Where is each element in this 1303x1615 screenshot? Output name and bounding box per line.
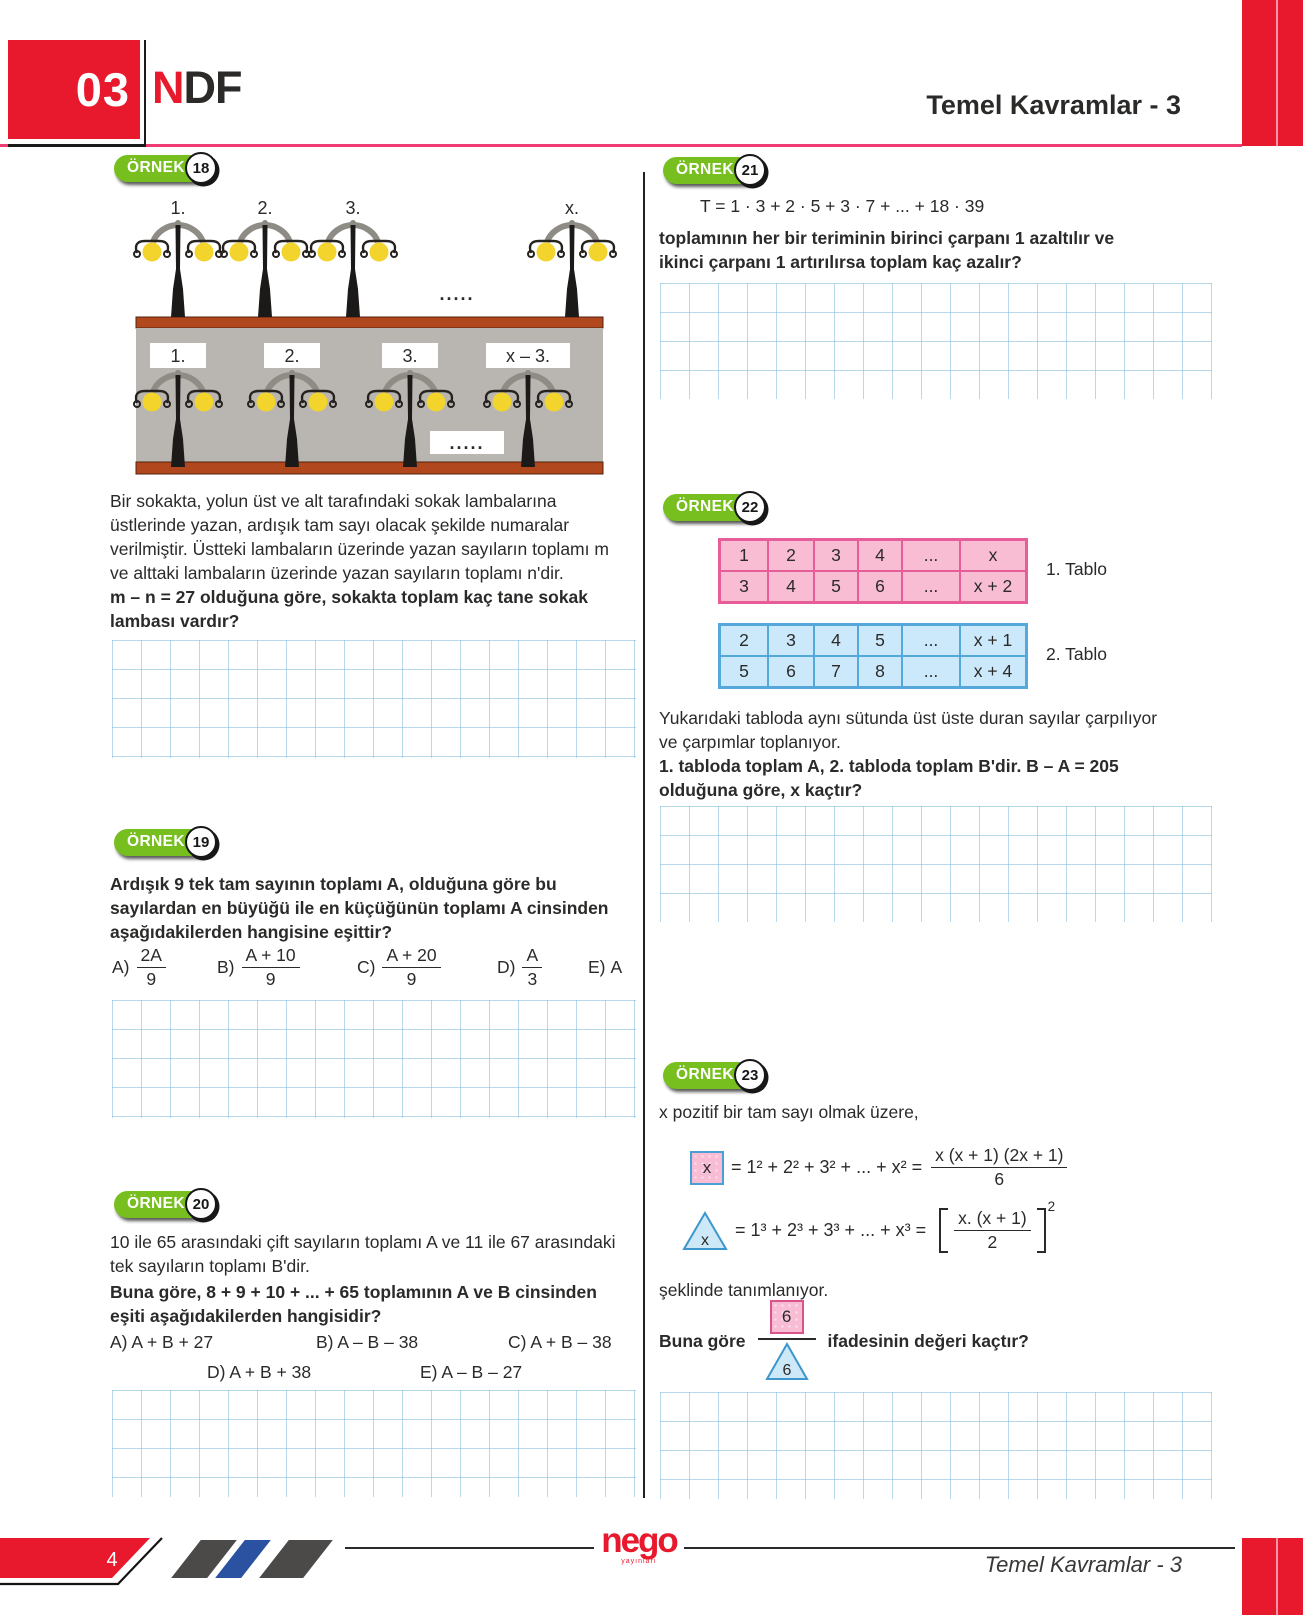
ornek-22-question: 1. tabloda toplam A, 2. tabloda toplam B'dir. B – A = 205 olduğuna göre, x kaçtır? — [659, 756, 1119, 800]
top-right-red-bar — [1242, 0, 1303, 146]
ornek-badge-label: ÖRNEK — [114, 829, 211, 856]
triangle-symbol — [682, 1210, 728, 1252]
table-2 — [718, 623, 1028, 689]
formula-text: = 1³ + 2³ + 3³ + ... + x³ = — [735, 1220, 927, 1240]
ornek-badge-label: ÖRNEK — [663, 157, 760, 184]
ornek-badge-label: ÖRNEK — [114, 155, 211, 182]
ornek-badge-number: 23 — [734, 1059, 766, 1091]
lamp-icon — [528, 220, 616, 317]
ornek-20-statement: 10 ile 65 arasındaki çift sayıların toplamı A ve 11 ile 67 arasındaki tek sayıların toplamı B'dir. — [110, 1232, 616, 1276]
unit-number-box — [8, 40, 140, 139]
answer-grid-22 — [660, 806, 1212, 922]
option-b: B) A – B – 38 — [316, 1332, 419, 1352]
answer-grid-23 — [660, 1392, 1212, 1499]
header-divider-line — [144, 40, 146, 146]
table-cell: x + 4 — [960, 656, 1026, 687]
ornek-badge-number: 21 — [734, 154, 766, 186]
table-cell: ... — [902, 540, 960, 571]
table-2-label: 2. Tablo — [1046, 644, 1107, 664]
ellipsis-dots-top: ..... — [439, 284, 475, 304]
unit-number: 03 — [75, 63, 130, 116]
table-cell: 5 — [814, 571, 858, 602]
answer-grid-18 — [112, 640, 636, 758]
ornek-23-badge — [663, 1060, 766, 1090]
option-d: D) A + B + 38 — [207, 1362, 312, 1382]
triangle-symbol — [765, 1342, 809, 1382]
bracketed-fraction: $\frac{x. (x + 1)}{2}$ $^2$ — [939, 1208, 1055, 1253]
footer-rule — [345, 1547, 1235, 1549]
table-cell: x — [960, 540, 1026, 571]
ornek-23-triangle-formula — [682, 1199, 1056, 1253]
square-symbol: x — [690, 1151, 724, 1185]
table-1-label: 1. Tablo — [1046, 559, 1107, 579]
table-1 — [718, 538, 1028, 604]
table-cell: x + 2 — [960, 571, 1026, 602]
svg-text:x: x — [701, 1231, 709, 1249]
column-divider — [643, 172, 645, 1498]
table-cell: ... — [902, 656, 960, 687]
ornek-22-paragraph: Yukarıdaki tabloda aynı sütunda üst üste duran sayılar çarpılıyor ve çarpımlar toplanıyor. — [659, 708, 1158, 752]
ornek-badge-number: 18 — [185, 152, 217, 184]
footer-title: Temel Kavramlar - 3 — [984, 1552, 1182, 1577]
table-cell: 3 — [720, 571, 768, 602]
question-prefix: Buna göre — [659, 1331, 746, 1351]
lamp-top-label-1: 1. — [170, 198, 186, 218]
question-suffix: ifadesinin değeri kaçtır? — [827, 1331, 1029, 1351]
table-cell: 5 — [858, 625, 902, 656]
bottom-right-red-bar — [1242, 1538, 1303, 1615]
lamp-top-label-3: 3. — [345, 198, 361, 218]
ornek-18-badge — [114, 153, 217, 183]
ornek-18-question: m – n = 27 olduğuna göre, sokakta toplam kaç tane sokak lambası vardır? — [110, 587, 589, 631]
svg-text:6: 6 — [782, 1362, 791, 1380]
answer-grid-20 — [112, 1390, 636, 1497]
option-a: A) $\frac{2A}{9}$ — [112, 944, 168, 990]
symbol-fraction — [758, 1300, 816, 1382]
ornek-21-question: toplamının her bir teriminin birinci çarpanı 1 azaltılır ve ikinci çarpanı 1 artırılırsa toplam kaç azalır? — [659, 228, 1115, 272]
ornek-23-intro: x pozitif bir tam sayı olmak üzere, — [659, 1102, 919, 1122]
ornek-21-equation: T = 1 · 3 + 2 · 5 + 3 · 7 + ... + 18 · 39 — [700, 196, 985, 216]
table-cell: 3 — [768, 625, 814, 656]
page-number: 4 — [106, 1549, 118, 1571]
publisher-logo-text: nego — [601, 1521, 677, 1560]
option-c: C) A + B – 38 — [508, 1332, 612, 1352]
table-cell: 2 — [768, 540, 814, 571]
road-top-curb — [136, 317, 603, 328]
table-cell: x + 1 — [960, 625, 1026, 656]
formula-text: = 1² + 2² + 3² + ... + x² = — [731, 1157, 923, 1177]
ornek-badge-number: 20 — [185, 1188, 217, 1220]
table-cell: ... — [902, 625, 960, 656]
ornek-23-question-row — [659, 1298, 1029, 1384]
ornek-badge-number: 22 — [734, 491, 766, 523]
page-title: Temel Kavramlar - 3 — [926, 90, 1181, 120]
lamp-icon — [221, 220, 309, 317]
table-cell: 5 — [720, 656, 768, 687]
lamp-bottom-label-1: 1. — [170, 346, 186, 366]
ornek-badge-label: ÖRNEK — [663, 494, 760, 521]
option-a: A) A + B + 27 — [110, 1332, 214, 1352]
option-c: C) $\frac{A + 20}{9}$ — [357, 944, 443, 990]
table-cell: 4 — [768, 571, 814, 602]
ornek-21-badge — [663, 155, 766, 185]
lamp-bottom-label-2: 2. — [284, 346, 300, 366]
ornek-22-badge — [663, 492, 766, 522]
table-cell: 1 — [720, 540, 768, 571]
ornek-18-paragraph: Bir sokakta, yolun üst ve alt tarafındaki sokak lambalarına üstlerinde yazan, ardışık tam sayı olacak şekilde numaralar verilmiştir. Üstteki lambaların üzerinde yazan sayıların toplamı m ve alttaki lambaların üzerinde yazan sayıların toplamı n'dir. — [110, 491, 609, 583]
header-rule-black — [8, 144, 146, 147]
option-d: D) $\frac{A}{3}$ — [497, 944, 544, 990]
lamp-icon — [309, 220, 397, 317]
street-lamps-illustration — [120, 190, 620, 480]
publisher-logo-subtext: yayınları — [621, 1558, 657, 1565]
ornek-badge-label: ÖRNEK — [114, 1191, 211, 1218]
ornek-23-square-formula — [690, 1145, 1069, 1190]
lamp-top-label-2: 2. — [257, 198, 273, 218]
ornek-badge-number: 19 — [185, 826, 217, 858]
ornek-20-badge — [114, 1189, 217, 1219]
table-cell: 3 — [814, 540, 858, 571]
ornek-19-badge — [114, 827, 217, 857]
brand-logo-df: DF — [183, 62, 242, 113]
table-cell: ... — [902, 571, 960, 602]
header-rule — [0, 144, 1242, 147]
option-e: E) A – B – 27 — [420, 1362, 523, 1382]
option-b: B) $\frac{A + 10}{9}$ — [217, 944, 302, 990]
brand-logo — [152, 62, 242, 114]
answer-grid-19 — [112, 1000, 636, 1118]
table-cell: 4 — [814, 625, 858, 656]
lamp-bottom-label-x3: x – 3. — [505, 346, 551, 366]
table-cell: 4 — [858, 540, 902, 571]
fraction: $\frac{x (x + 1) (2x + 1)}{6}$ — [931, 1145, 1067, 1190]
ornek-23-outro: şeklinde tanımlanıyor. — [659, 1280, 829, 1300]
lamp-top-label-x: x. — [564, 198, 580, 218]
table-cell: 7 — [814, 656, 858, 687]
footer-stripe-gray — [259, 1540, 333, 1578]
ellipsis-dots-bottom: ..... — [449, 433, 485, 453]
table-cell: 6 — [858, 571, 902, 602]
answer-grid-21 — [660, 283, 1212, 399]
ornek-19-question: Ardışık 9 tek tam sayının toplamı A, olduğuna göre bu sayılardan en büyüğü ile en küçüğünün toplamı A cinsinden aşağıdakilerden hangisine eşittir? — [110, 874, 609, 942]
brand-logo-n: N — [152, 62, 184, 113]
ornek-badge-label: ÖRNEK — [663, 1062, 760, 1089]
publisher-logo — [594, 1518, 684, 1578]
square-symbol: 6 — [770, 1300, 804, 1334]
table-cell: 2 — [720, 625, 768, 656]
table-cell: 8 — [858, 656, 902, 687]
fraction-bar — [758, 1338, 816, 1340]
option-e: E) A — [588, 956, 623, 977]
table-cell: 6 — [768, 656, 814, 687]
footer-page-band — [0, 1536, 200, 1590]
lamp-icon — [134, 220, 222, 317]
ornek-20-question: Buna göre, 8 + 9 + 10 + ... + 65 toplamının A ve B cinsinden eşiti aşağıdakilerden hangisidir? — [110, 1282, 597, 1326]
lamp-bottom-label-3: 3. — [402, 346, 418, 366]
